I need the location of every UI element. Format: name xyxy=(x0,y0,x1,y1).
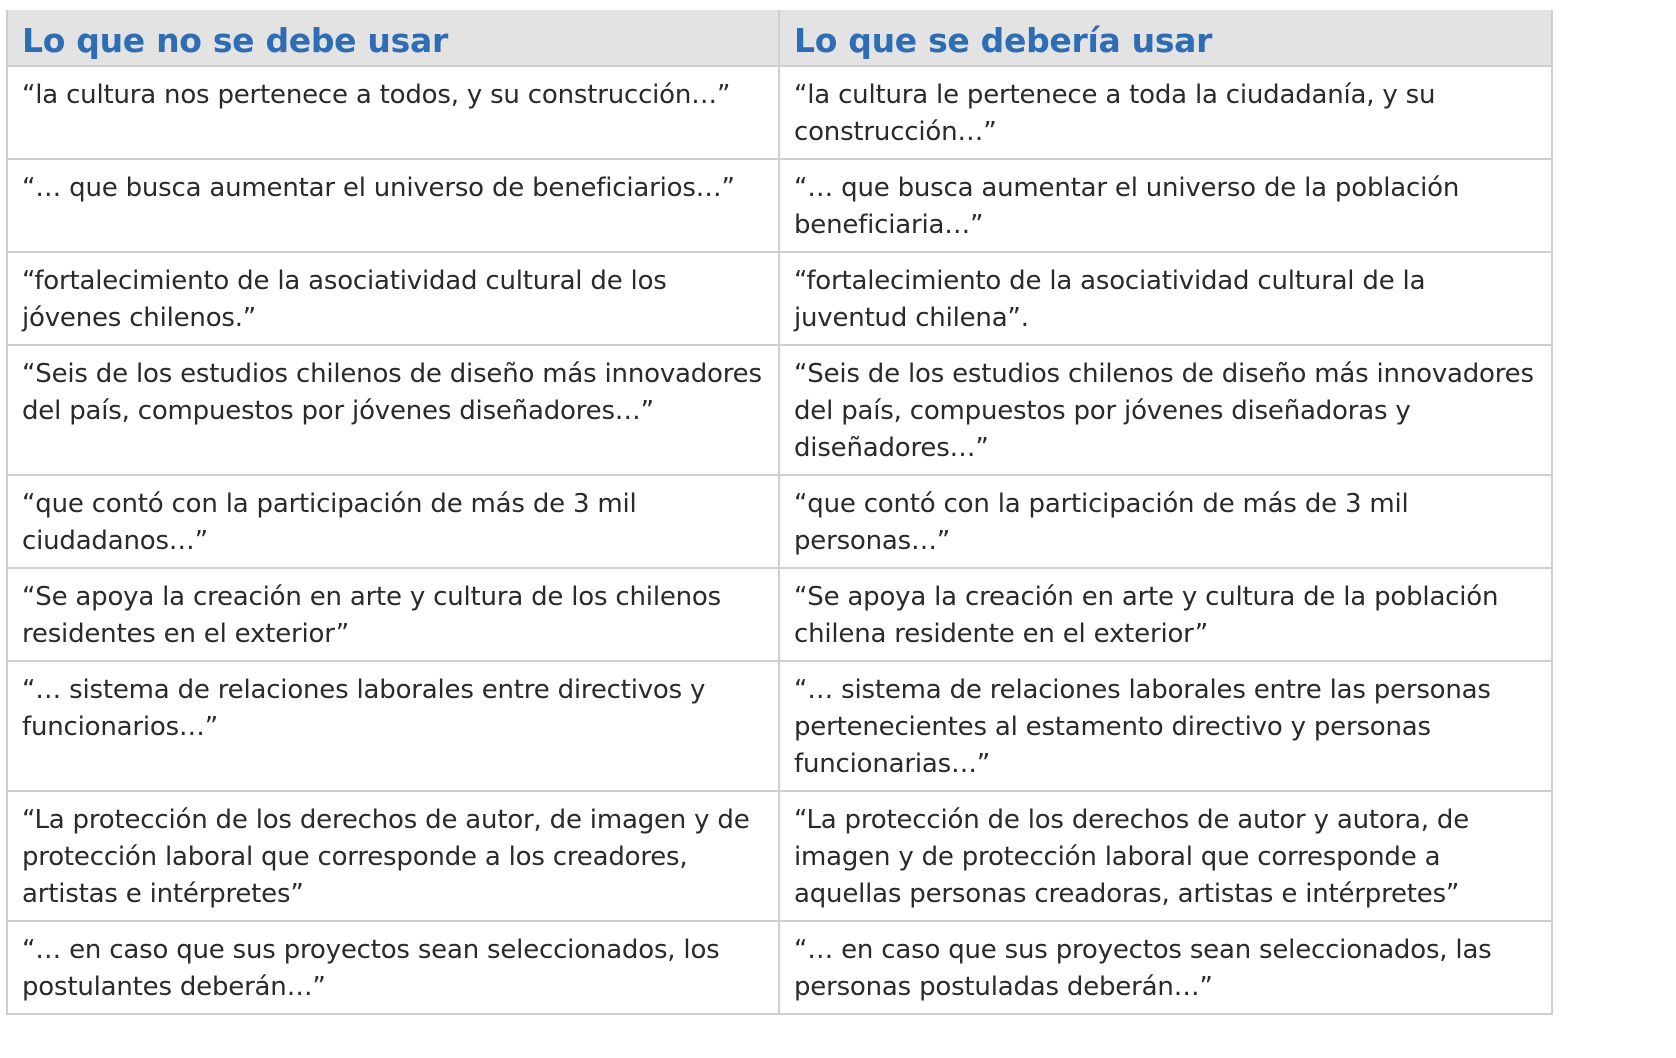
cell-recommended: “fortalecimiento de la asociatividad cultural de la juventud chilena”. xyxy=(779,252,1552,345)
cell-recommended: “… que busca aumentar el universo de la población beneficiaria…” xyxy=(779,159,1552,252)
header-recommended: Lo que se debería usar xyxy=(779,10,1552,66)
table-row xyxy=(7,252,1552,345)
cell-recommended: “que contó con la participación de más de 3 mil personas…” xyxy=(779,475,1552,568)
table-header-row xyxy=(7,10,1552,66)
table-row xyxy=(7,475,1552,568)
cell-recommended: “Se apoya la creación en arte y cultura de la población chilena residente en el exterior” xyxy=(779,568,1552,661)
table-row xyxy=(7,568,1552,661)
header-not-recommended: Lo que no se debe usar xyxy=(7,10,779,66)
cell-not-recommended: “La protección de los derechos de autor, de imagen y de protección laboral que corresponde a los creadores, artistas e intérpretes” xyxy=(7,791,779,921)
language-guide-table-container xyxy=(6,10,1551,1015)
cell-not-recommended: “Seis de los estudios chilenos de diseño más innovadores del país, compuestos por jóvenes diseñadores…” xyxy=(7,345,779,475)
cell-recommended: “Seis de los estudios chilenos de diseño más innovadores del país, compuestos por jóvenes diseñadoras y diseñadores…” xyxy=(779,345,1552,475)
cell-recommended: “la cultura le pertenece a toda la ciudadanía, y su construcción…” xyxy=(779,66,1552,159)
cell-not-recommended: “… en caso que sus proyectos sean seleccionados, los postulantes deberán…” xyxy=(7,921,779,1014)
table-row xyxy=(7,345,1552,475)
cell-not-recommended: “fortalecimiento de la asociatividad cultural de los jóvenes chilenos.” xyxy=(7,252,779,345)
cell-not-recommended: “… sistema de relaciones laborales entre directivos y funcionarios…” xyxy=(7,661,779,791)
cell-not-recommended: “que contó con la participación de más de 3 mil ciudadanos…” xyxy=(7,475,779,568)
table-row xyxy=(7,159,1552,252)
language-guide-table xyxy=(6,10,1553,1015)
cell-recommended: “… sistema de relaciones laborales entre las personas pertenecientes al estamento directivo y personas funcionarias…” xyxy=(779,661,1552,791)
table-row xyxy=(7,661,1552,791)
table-row xyxy=(7,921,1552,1014)
cell-recommended: “… en caso que sus proyectos sean seleccionados, las personas postuladas deberán…” xyxy=(779,921,1552,1014)
table-row xyxy=(7,66,1552,159)
table-row xyxy=(7,791,1552,921)
cell-not-recommended: “la cultura nos pertenece a todos, y su construcción…” xyxy=(7,66,779,159)
cell-not-recommended: “… que busca aumentar el universo de beneficiarios…” xyxy=(7,159,779,252)
cell-not-recommended: “Se apoya la creación en arte y cultura de los chilenos residentes en el exterior” xyxy=(7,568,779,661)
cell-recommended: “La protección de los derechos de autor y autora, de imagen y de protección laboral que corresponde a aquellas personas creadoras, artistas e intérpretes” xyxy=(779,791,1552,921)
